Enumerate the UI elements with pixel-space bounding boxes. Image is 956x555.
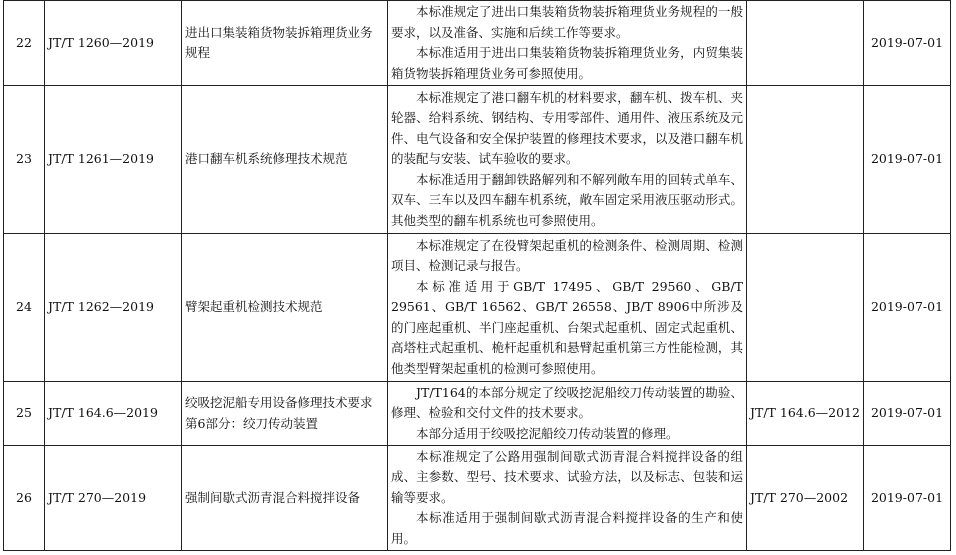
table-row <box>4 1 951 86</box>
row-number: 24 <box>4 234 45 382</box>
row-number: 22 <box>4 1 45 86</box>
table-row <box>4 382 951 446</box>
implementation-date: 2019-07-01 <box>864 234 951 382</box>
description-paragraph: 本标准适用于进出口集装箱货物装拆箱理货业务，内贸集装箱货物装拆箱理货业务可参照使用。 <box>391 45 743 81</box>
standards-table <box>3 0 951 551</box>
description-paragraph: 本标准规定了在役臂架起重机的检测条件、检测周期、检测项目、检测记录与报告。 <box>391 237 743 274</box>
replaced-standard <box>747 234 864 382</box>
replaced-standard <box>747 1 864 86</box>
replaced-standard: JT/T 164.6—2012 <box>747 382 864 446</box>
standard-name: 绞吸挖泥船专用设备修理技术要求 第6部分：绞刀传动装置 <box>182 382 388 446</box>
standard-code: JT/T 1260—2019 <box>45 1 182 86</box>
implementation-date: 2019-07-01 <box>864 382 951 446</box>
description-paragraph: 本标准适用于强制间歇式沥青混合料搅拌设备的生产和使用。 <box>391 510 743 546</box>
standard-name: 港口翻车机系统修理技术规范 <box>182 86 388 234</box>
standard-code: JT/T 270—2019 <box>45 446 182 551</box>
implementation-date: 2019-07-01 <box>864 86 951 234</box>
standard-name: 进出口集装箱货物装拆箱理货业务规程 <box>182 1 388 86</box>
standard-description <box>388 1 747 86</box>
replaced-standard: JT/T 270—2002 <box>747 446 864 551</box>
standard-description <box>388 234 747 382</box>
standard-description <box>388 86 747 234</box>
description-paragraph: 本标准适用于GB/T 17495、GB/T 29560、GB/T 29561、GB/T 16562、GB/T 26558、JB/T 8906中所涉及的门座起重机、半门座起重机、台架式起重机、固定式起重机、高塔柱式起重机、桅杆起重机和悬臂起重机第三方性能检测，其他类型臂架起重机的检测可参照使用。 <box>391 278 743 376</box>
description-paragraph: 本标准规定了港口翻车机的材料要求，翻车机、拨车机、夹轮器、给料系统、钢结构、专用零部件、通用件、液压系统及元件、电气设备和安全保护装置的修理技术要求，以及港口翻车机的装配与安装、试车验收的要求。 <box>391 89 743 167</box>
row-number: 23 <box>4 86 45 234</box>
standard-code: JT/T 164.6—2019 <box>45 382 182 446</box>
row-number: 26 <box>4 446 45 551</box>
implementation-date: 2019-07-01 <box>864 446 951 551</box>
row-number: 25 <box>4 382 45 446</box>
standard-name: 强制间歇式沥青混合料搅拌设备 <box>182 446 388 551</box>
standard-code: JT/T 1262—2019 <box>45 234 182 382</box>
replaced-standard <box>747 86 864 234</box>
table-row <box>4 234 951 382</box>
table-row <box>4 446 951 551</box>
standard-code: JT/T 1261—2019 <box>45 86 182 234</box>
standard-description <box>388 382 747 446</box>
description-paragraph: 本标准适用于翻卸铁路解列和不解列敞车用的回转式单车、双车、三车以及四车翻车机系统，敞车固定采用液压驱动形式。其他类型的翻车机系统也可参照使用。 <box>391 171 743 228</box>
description-paragraph: JT/T164的本部分规定了绞吸挖泥船绞刀传动装置的勘验、修理、检验和交付文件的技术要求。 <box>391 384 743 421</box>
implementation-date: 2019-07-01 <box>864 1 951 86</box>
description-paragraph: 本标准规定了公路用强制间歇式沥青混合料搅拌设备的组成、主参数、型号、技术要求、试验方法，以及标志、包装和运输等要求。 <box>391 448 743 505</box>
table-row <box>4 86 951 234</box>
standard-description <box>388 446 747 551</box>
standard-name: 臂架起重机检测技术规范 <box>182 234 388 382</box>
description-paragraph: 本部分适用于绞吸挖泥船绞刀传动装置的修理。 <box>416 425 679 441</box>
description-paragraph: 本标准规定了进出口集装箱货物装拆箱理货业务规程的一般要求，以及准备、实施和后续工作等要求。 <box>391 4 743 40</box>
